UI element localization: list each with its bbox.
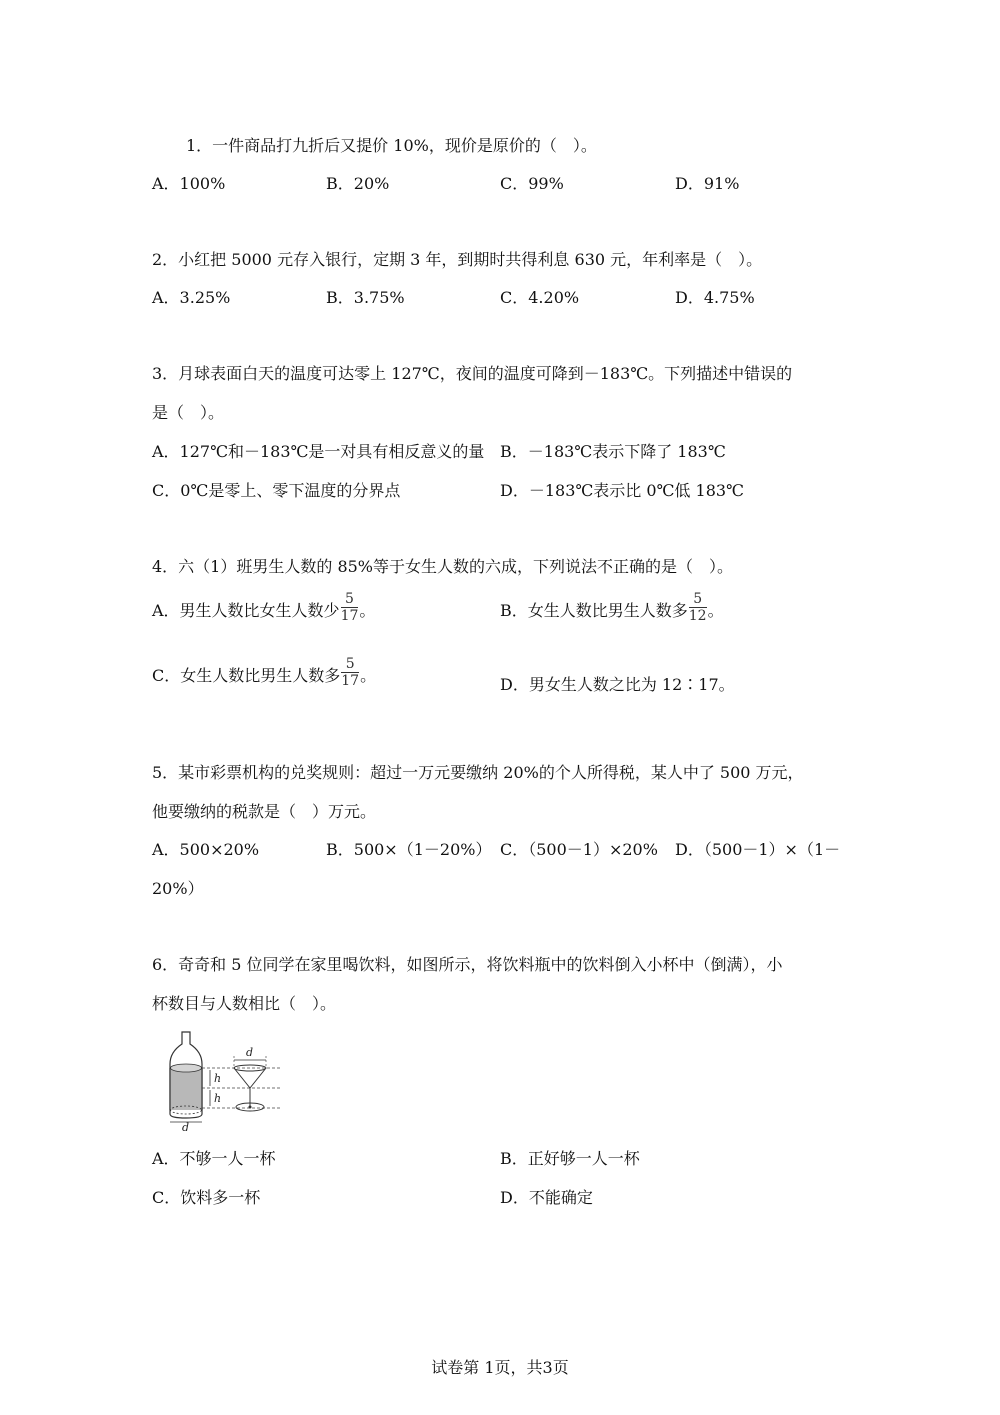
figure-label-d-bottle: d — [182, 1121, 190, 1132]
page-footer: 试卷第 1页，共3页 — [431, 1358, 569, 1377]
bottle-and-cup-figure — [160, 1030, 290, 1132]
fraction-denominator: 17 — [340, 608, 359, 624]
fraction — [689, 591, 707, 624]
q2-option-b: B．3.75% — [326, 288, 405, 307]
figure-label-h-lower: h — [214, 1092, 222, 1105]
fraction-numerator: 5 — [341, 591, 359, 608]
q3-option-b: B．－183℃表示下降了 183℃ — [500, 442, 726, 461]
period: 。 — [359, 601, 376, 620]
question-6-stem-line1: 6．奇奇和 5 位同学在家里喝饮料，如图所示，将饮料瓶中的饮料倒入小杯中（倒满），小 — [152, 955, 783, 974]
q5-option-a: A．500×20% — [152, 840, 260, 859]
fraction-denominator: 17 — [341, 673, 360, 689]
fraction-numerator: 5 — [341, 656, 359, 673]
q2-option-c: C．4.20% — [500, 288, 580, 307]
figure-label-h-upper: h — [214, 1072, 222, 1085]
fraction-denominator: 12 — [688, 608, 707, 624]
q3-option-d: D．－183℃表示比 0℃低 183℃ — [500, 481, 744, 500]
q4-option-b-text: B．女生人数比男生人数多 — [500, 601, 688, 620]
fraction — [341, 591, 359, 624]
q4-option-b — [500, 593, 724, 626]
q1-option-d: D．91% — [675, 174, 740, 193]
question-5-stem-line2: 他要缴纳的税款是（ ）万元。 — [152, 802, 377, 821]
q6-option-b: B．正好够一人一杯 — [500, 1149, 640, 1168]
q5-option-c: C．（500－1）×20% — [500, 840, 658, 859]
question-2-stem: 2．小红把 5000 元存入银行，定期 3 年，到期时共得利息 630 元，年利率是（ ）。 — [152, 250, 763, 269]
q4-option-c-text: C．女生人数比男生人数多 — [152, 666, 341, 685]
q3-option-c: C．0℃是零上、零下温度的分界点 — [152, 481, 401, 500]
question-4-stem: 4．六（1）班男生人数的 85%等于女生人数的六成，下列说法不正确的是（ ）。 — [152, 557, 734, 576]
question-5-stem-line1: 5．某市彩票机构的兑奖规则：超过一万元要缴纳 20%的个人所得税，某人中了 500 万元， — [152, 763, 804, 782]
figure-label-d-cup: d — [246, 1046, 254, 1059]
period: 。 — [707, 601, 724, 620]
q1-option-c: C．99% — [500, 174, 564, 193]
question-3-stem-line2: 是（ ）。 — [152, 403, 225, 422]
question-6-stem-line2: 杯数目与人数相比（ ）。 — [152, 994, 337, 1013]
q6-option-a: A．不够一人一杯 — [152, 1149, 276, 1168]
fraction-numerator: 5 — [689, 591, 707, 608]
q4-option-a-text: A．男生人数比女生人数少 — [152, 601, 340, 620]
q6-option-c: C．饮料多一杯 — [152, 1188, 261, 1207]
q4-option-c — [152, 658, 376, 691]
fraction — [341, 656, 359, 689]
q1-option-a: A．100% — [152, 174, 226, 193]
q1-option-b: B．20% — [326, 174, 390, 193]
question-1-stem: 1．一件商品打九折后又提价 10%，现价是原价的（ ）。 — [186, 136, 597, 155]
q4-option-a — [152, 593, 375, 626]
q2-option-d: D．4.75% — [675, 288, 755, 307]
q5-option-d: D．（500－1）×（1－ — [675, 840, 841, 859]
q3-option-a: A．127℃和－183℃是一对具有相反意义的量 — [152, 442, 485, 461]
q6-option-d: D．不能确定 — [500, 1188, 593, 1207]
q2-option-a: A．3.25% — [152, 288, 231, 307]
question-3-stem-line1: 3．月球表面白天的温度可达零上 127℃，夜间的温度可降到－183℃。下列描述中错误的 — [152, 364, 793, 383]
q4-option-d: D．男女生人数之比为 12∶17。 — [500, 675, 735, 694]
q5-option-b: B．500×（1－20%） — [326, 840, 492, 859]
q5-option-d-continued: 20%） — [152, 879, 204, 898]
period: 。 — [360, 666, 377, 685]
